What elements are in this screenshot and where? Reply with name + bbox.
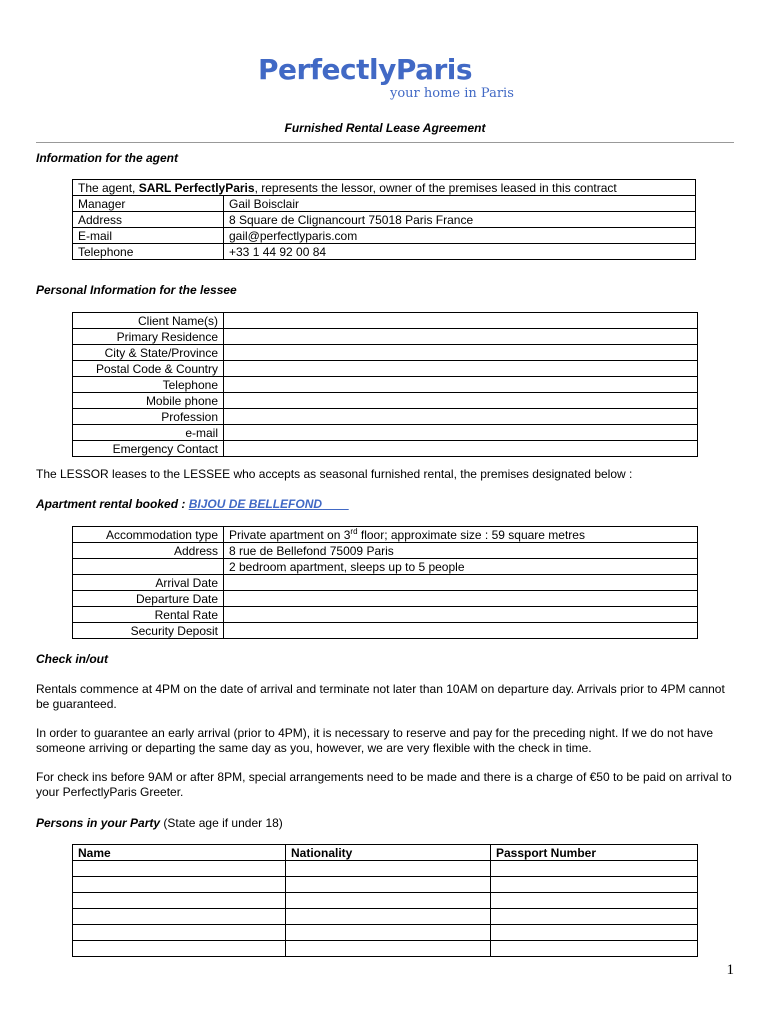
logo-wordmark: PerfectlyParis — [258, 53, 473, 86]
apartment-field-value: 2 bedroom apartment, sleeps up to 5 people — [224, 559, 698, 575]
agent-field-value: 8 Square de Clignancourt 75018 Paris France — [224, 212, 696, 228]
lessee-field-input[interactable] — [224, 409, 698, 425]
party-table-header — [73, 845, 698, 861]
table-row — [73, 393, 698, 409]
agent-field-label: Manager — [73, 196, 224, 212]
table-row — [73, 607, 698, 623]
page-number: 1 — [726, 962, 734, 978]
party-column-header: Passport Number — [491, 845, 698, 861]
lessee-field-input[interactable] — [224, 393, 698, 409]
lessee-field-input[interactable] — [224, 441, 698, 457]
table-row — [73, 861, 698, 877]
logo-tagline: your home in Paris — [390, 86, 514, 101]
lease-statement: The LESSOR leases to the LESSEE who accepts as seasonal furnished rental, the premises designated below : — [36, 467, 633, 481]
checkin-paragraph-2: In order to guarantee an early arrival (prior to 4PM), it is necessary to reserve and pay for the preceding night. If we do not have someone arriving or departing the same day as you, however, we are very flexible with the check in time. — [36, 726, 714, 755]
party-cell-input[interactable] — [491, 877, 698, 893]
table-row — [73, 925, 698, 941]
party-cell-input[interactable] — [73, 909, 286, 925]
party-column-header: Nationality — [286, 845, 491, 861]
agent-intro-cell: The agent, SARL PerfectlyParis, represents the lessor, owner of the premises leased in this contract — [73, 180, 696, 196]
agent-intro-row — [73, 180, 696, 196]
accommodation-type-value: Private apartment on 3rd floor; approximate size : 59 square metres — [224, 527, 698, 543]
party-cell-input[interactable] — [491, 893, 698, 909]
table-row — [73, 196, 696, 212]
lessee-section-heading: Personal Information for the lessee — [36, 283, 237, 297]
table-row — [73, 212, 696, 228]
table-row — [73, 877, 698, 893]
table-row — [73, 559, 698, 575]
perfectlyparis-logo — [258, 53, 514, 101]
party-cell-input[interactable] — [491, 941, 698, 957]
apartment-field-label: Security Deposit — [73, 623, 224, 639]
agent-info-table — [72, 179, 696, 260]
party-cell-input[interactable] — [286, 941, 491, 957]
lessee-field-input[interactable] — [224, 313, 698, 329]
lessee-info-table — [72, 312, 698, 457]
agent-section-heading: Information for the agent — [36, 151, 178, 165]
lessee-field-input[interactable] — [224, 377, 698, 393]
apartment-field-value[interactable] — [224, 575, 698, 591]
accommodation-type-label: Accommodation type — [73, 527, 224, 543]
lessee-field-label: Mobile phone — [73, 393, 224, 409]
party-cell-input[interactable] — [286, 861, 491, 877]
checkin-paragraph-1: Rentals commence at 4PM on the date of arrival and terminate not later than 10AM on departure day. Arrivals prior to 4PM cannot be guaranteed. — [36, 682, 725, 711]
lessee-field-label: e-mail — [73, 425, 224, 441]
lessee-field-label: City & State/Province — [73, 345, 224, 361]
agent-field-value: +33 1 44 92 00 84 — [224, 244, 696, 260]
table-row — [73, 909, 698, 925]
table-row — [73, 377, 698, 393]
apartment-field-label: Address — [73, 543, 224, 559]
table-row — [73, 329, 698, 345]
party-column-header: Name — [73, 845, 286, 861]
table-row — [73, 623, 698, 639]
table-row — [73, 313, 698, 329]
table-row — [73, 244, 696, 260]
agent-company-name: SARL PerfectlyParis — [138, 180, 255, 195]
party-cell-input[interactable] — [73, 877, 286, 893]
apartment-field-value[interactable] — [224, 607, 698, 623]
title-divider — [36, 142, 734, 143]
lessee-field-label: Postal Code & Country — [73, 361, 224, 377]
party-cell-input[interactable] — [73, 925, 286, 941]
apartment-field-value[interactable] — [224, 591, 698, 607]
table-row — [73, 425, 698, 441]
apartment-name-link[interactable]: BIJOU DE BELLEFOND — [188, 497, 323, 511]
table-row — [73, 941, 698, 957]
apartment-field-label: Departure Date — [73, 591, 224, 607]
party-cell-input[interactable] — [286, 877, 491, 893]
party-cell-input[interactable] — [73, 893, 286, 909]
checkin-section-heading: Check in/out — [36, 652, 109, 666]
apartment-field-value: 8 rue de Bellefond 75009 Paris — [224, 543, 698, 559]
table-row — [73, 361, 698, 377]
lessee-field-input[interactable] — [224, 329, 698, 345]
agent-field-value: gail@perfectlyparis.com — [224, 228, 696, 244]
agent-field-label: Address — [73, 212, 224, 228]
table-row — [73, 893, 698, 909]
lessee-field-label: Client Name(s) — [73, 313, 224, 329]
party-cell-input[interactable] — [286, 893, 491, 909]
party-cell-input[interactable] — [73, 941, 286, 957]
apartment-field-label: Arrival Date — [73, 575, 224, 591]
table-row — [73, 441, 698, 457]
lessee-field-label: Profession — [73, 409, 224, 425]
party-cell-input[interactable] — [491, 861, 698, 877]
lessee-field-label: Primary Residence — [73, 329, 224, 345]
party-table — [72, 844, 698, 957]
lessee-field-input[interactable] — [224, 361, 698, 377]
table-row — [73, 575, 698, 591]
checkin-paragraph-3: For check ins before 9AM or after 8PM, special arrangements need to be made and there is a charge of €50 to be paid on arrival to your PerfectlyParis Greeter. — [36, 770, 732, 799]
table-row — [73, 543, 698, 559]
party-section-heading: Persons in your Party (State age if under 18) — [36, 816, 283, 830]
party-cell-input[interactable] — [286, 925, 491, 941]
agent-field-label: E-mail — [73, 228, 224, 244]
lessee-field-label: Emergency Contact — [73, 441, 224, 457]
apartment-section-heading: Apartment rental booked : BIJOU DE BELLEFOND — [36, 497, 323, 511]
table-row — [73, 527, 698, 543]
agent-field-label: Telephone — [73, 244, 224, 260]
table-row — [73, 345, 698, 361]
apartment-field-label — [73, 559, 224, 575]
table-row — [73, 409, 698, 425]
table-row — [73, 591, 698, 607]
party-cell-input[interactable] — [73, 861, 286, 877]
lessee-field-label: Telephone — [73, 377, 224, 393]
party-cell-input[interactable] — [286, 909, 491, 925]
lessee-field-input[interactable] — [224, 425, 698, 441]
apartment-field-value[interactable] — [224, 623, 698, 639]
lessee-field-input[interactable] — [224, 345, 698, 361]
table-row — [73, 228, 696, 244]
document-title: Furnished Rental Lease Agreement — [284, 121, 486, 135]
apartment-field-label: Rental Rate — [73, 607, 224, 623]
apartment-info-table — [72, 526, 698, 639]
party-cell-input[interactable] — [491, 909, 698, 925]
party-cell-input[interactable] — [491, 925, 698, 941]
agent-field-value: Gail Boisclair — [224, 196, 696, 212]
